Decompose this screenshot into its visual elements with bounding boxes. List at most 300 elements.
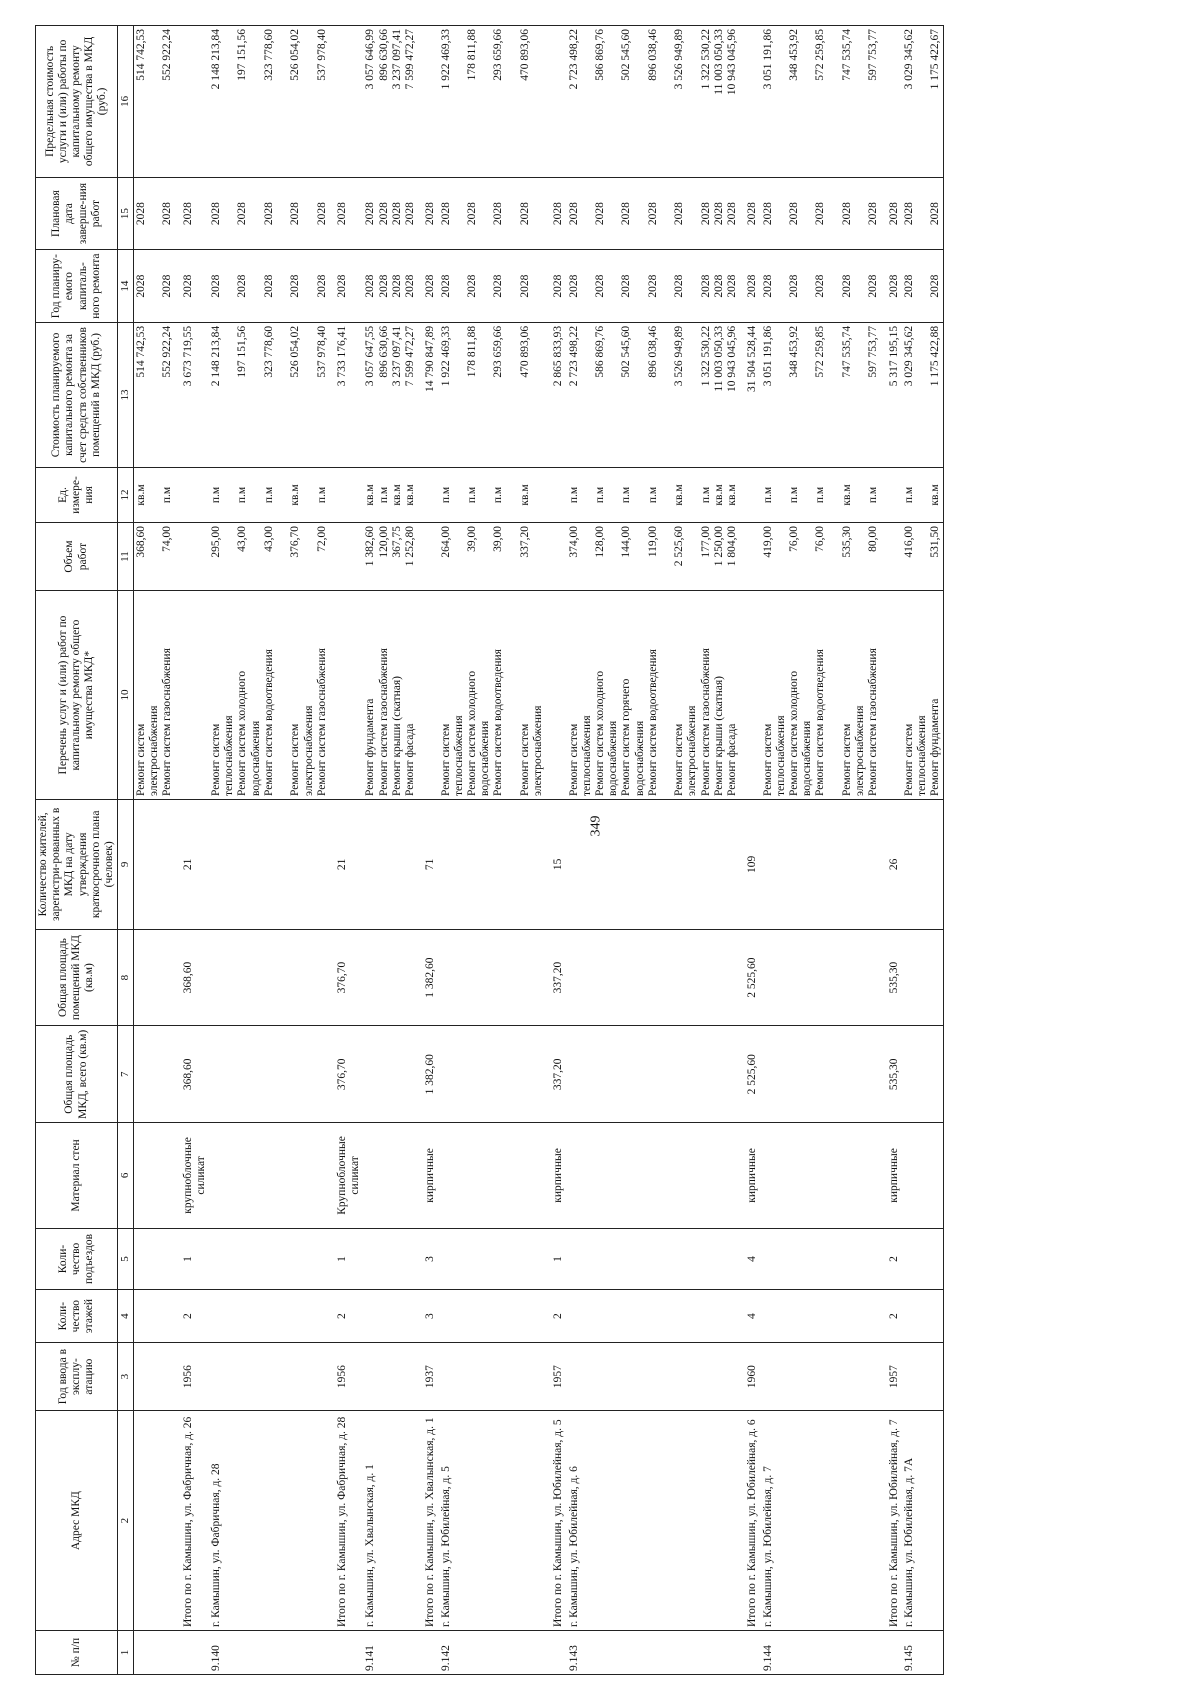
volume-line — [506, 526, 519, 587]
year-built — [902, 1343, 944, 1411]
entrances: 4 — [740, 1228, 760, 1290]
works-line: Ремонт систем холодного — [236, 670, 249, 796]
works-line: Ремонт систем — [567, 723, 580, 796]
residents — [439, 799, 547, 929]
residents — [133, 799, 175, 929]
completion-date-line: 2028 — [867, 202, 880, 226]
cost-limit-line: 2 723 498,22 — [567, 29, 580, 90]
floors — [363, 1290, 418, 1343]
repair-year-line: 2028 — [289, 274, 302, 298]
row-number — [882, 1631, 902, 1675]
volume-line: 2 525,60 — [673, 525, 686, 567]
volume-line: 374,00 — [567, 525, 580, 558]
column-header: Общая площадь МКД, всего (кв.м) — [36, 1026, 118, 1123]
cost-line — [634, 326, 647, 464]
cost-limit — [176, 26, 209, 178]
repair-year-line: 2028 — [712, 274, 725, 298]
unit-line: п.м — [210, 486, 223, 504]
works — [882, 591, 902, 800]
floors: 2 — [330, 1290, 363, 1343]
cost — [439, 322, 547, 467]
year-built — [567, 1343, 741, 1411]
year-built: 1956 — [330, 1343, 363, 1411]
unit-line — [801, 471, 814, 519]
repair-year — [740, 250, 760, 323]
completion-date-line — [607, 181, 620, 247]
repair-year-line: 2028 — [552, 274, 565, 298]
column-header: Материал стен — [36, 1123, 118, 1229]
address: г. Камышин, ул. Фабричная, д. 28 — [209, 1411, 330, 1631]
completion-date-line: 2028 — [887, 202, 900, 226]
unit-line: п.м — [262, 486, 275, 504]
volume-line — [581, 526, 594, 587]
completion-date-line: 2028 — [364, 202, 377, 226]
repair-year-line — [303, 253, 316, 319]
volume-line: 295,00 — [210, 525, 223, 558]
completion-date-line — [828, 181, 841, 247]
table-row — [133, 26, 175, 1675]
cost-line: 1 322 530,22 — [699, 325, 712, 387]
volume — [418, 522, 438, 590]
unit-line — [479, 471, 492, 519]
completion-date-line: 2028 — [567, 202, 580, 226]
unit-line — [686, 471, 699, 519]
cost-limit-line — [634, 29, 647, 174]
cost-line — [532, 326, 545, 464]
total-area — [567, 1026, 741, 1123]
cost-line: 14 790 847,89 — [424, 325, 437, 393]
volume-line — [250, 526, 263, 587]
completion-date-line: 2028 — [902, 202, 915, 226]
column-header: Предельная стоимость услуги и (или) работы по капитальному ремонту общего имущества в МКД (руб.) — [36, 26, 118, 178]
works-line: Ремонт систем газоснабжения — [867, 648, 880, 796]
entrances: 1 — [176, 1228, 209, 1290]
works-line: Ремонт систем газоснабжения — [315, 648, 328, 796]
cost-line: 3 673 719,55 — [181, 325, 194, 387]
cost-limit-line: 502 545,60 — [620, 29, 633, 81]
residents — [567, 799, 741, 929]
unit — [176, 468, 209, 523]
unit — [740, 468, 760, 523]
repair-year-line: 2028 — [593, 274, 606, 298]
unit-line: кв.м — [134, 484, 147, 506]
floors — [439, 1290, 547, 1343]
floors — [209, 1290, 330, 1343]
floors — [567, 1290, 741, 1343]
cost-limit — [418, 26, 438, 178]
volume-line: 264,00 — [439, 525, 452, 558]
column-header: Количество жителей, зарегистри-рованных в МКД на дату утверждения краткосрочного плана (человек) — [36, 799, 118, 929]
cost-limit-line: 323 778,60 — [262, 29, 275, 81]
completion-date — [133, 177, 175, 250]
premises-area — [567, 929, 741, 1026]
volume-line: 39,00 — [492, 525, 505, 552]
works — [761, 591, 882, 800]
cost-line — [854, 326, 867, 464]
cost — [418, 322, 438, 467]
unit-line: п.м — [492, 486, 505, 504]
total-area: 368,60 — [176, 1026, 209, 1123]
unit-line — [854, 471, 867, 519]
works — [439, 591, 547, 800]
volume — [439, 522, 547, 590]
volume-line: 74,00 — [161, 525, 174, 552]
volume-line — [634, 526, 647, 587]
repair-year-line: 2028 — [699, 274, 712, 298]
completion-date-line: 2028 — [673, 202, 686, 226]
repair-year-line: 2028 — [726, 274, 739, 298]
cost-limit-line: 7 599 472,27 — [404, 29, 417, 90]
cost-limit-line: 178 811,88 — [465, 29, 478, 81]
row-number — [740, 1631, 760, 1675]
residents: 21 — [176, 799, 209, 929]
premises-area — [133, 929, 175, 1026]
works-line: Ремонт фасада — [726, 723, 739, 796]
repair-year-line — [854, 253, 867, 319]
cost-line — [453, 326, 466, 464]
repair-year-line: 2028 — [161, 274, 174, 298]
cost — [882, 322, 902, 467]
cost-limit-line: 11 003 050,33 — [712, 29, 725, 95]
cost-limit — [209, 26, 330, 178]
unit-line: п.м — [867, 486, 880, 504]
volume-line: 535,30 — [840, 525, 853, 558]
floors: 2 — [176, 1290, 209, 1343]
floors — [761, 1290, 882, 1343]
completion-date-line — [223, 181, 236, 247]
address: г. Камышин, ул. Юбилейная, д. 7А — [902, 1411, 944, 1631]
volume-line: 416,00 — [902, 525, 915, 558]
completion-date-line: 2028 — [492, 202, 505, 226]
wall-material — [439, 1123, 547, 1229]
volume-line: 1 382,60 — [364, 525, 377, 567]
repair-year-line: 2028 — [465, 274, 478, 298]
column-header: Объем работ — [36, 522, 118, 590]
unit-line — [607, 471, 620, 519]
cost-line: 7 599 472,27 — [404, 325, 417, 387]
volume-line: 531,50 — [929, 525, 942, 558]
column-number: 10 — [118, 591, 134, 800]
premises-area: 376,70 — [330, 929, 363, 1026]
unit — [439, 468, 547, 523]
works-line: Ремонт систем — [761, 723, 774, 796]
premises-area — [439, 929, 547, 1026]
works — [567, 591, 741, 800]
unit — [567, 468, 741, 523]
total-area — [209, 1026, 330, 1123]
works-line: Ремонт систем газоснабжения — [377, 648, 390, 796]
row-number — [546, 1631, 566, 1675]
cost-limit-line: 537 978,40 — [315, 29, 328, 81]
unit-line — [250, 471, 263, 519]
repair-year-line: 2028 — [867, 274, 880, 298]
cost-line — [148, 326, 161, 464]
column-header: Год ввода в эксплу-атацию — [36, 1343, 118, 1411]
cost-limit-line: 896 630,66 — [377, 29, 390, 81]
works-line: Ремонт систем — [439, 723, 452, 796]
wall-material — [902, 1123, 944, 1229]
cost-limit-line — [479, 29, 492, 174]
cost-line: 470 893,06 — [518, 325, 531, 378]
works-line — [828, 594, 841, 796]
unit-line: п.м — [646, 486, 659, 504]
volume — [882, 522, 902, 590]
unit-line: п.м — [377, 486, 390, 504]
cost-limit-line: 348 453,92 — [788, 29, 801, 81]
volume-line: 119,00 — [646, 525, 659, 558]
cost-line: 747 535,74 — [840, 325, 853, 378]
cost-limit-line: 3 237 097,41 — [390, 29, 403, 90]
cost-line: 3 237 097,41 — [390, 325, 403, 387]
cost-limit-line: 197 151,56 — [236, 29, 249, 81]
completion-date — [176, 177, 209, 250]
works-line: Ремонт систем — [289, 723, 302, 796]
cost-line — [223, 326, 236, 464]
unit-line: кв.м — [518, 484, 531, 506]
table-row — [363, 26, 418, 1675]
repair-year-line: 2028 — [646, 274, 659, 298]
wall-material: кирпичные — [740, 1123, 760, 1229]
cost — [176, 322, 209, 467]
cost-line — [506, 326, 519, 464]
total-row — [176, 26, 209, 1675]
completion-date-line — [276, 181, 289, 247]
works-line: Ремонт систем водоотведения — [814, 649, 827, 796]
repair-year-line: 2028 — [424, 274, 437, 298]
volume-line: 72,00 — [315, 525, 328, 552]
works-line: теплоснабжения — [580, 715, 593, 796]
volume-line: 1 250,00 — [712, 525, 725, 567]
page-number: 349 — [588, 815, 604, 837]
residents: 21 — [330, 799, 363, 929]
cost-limit — [546, 26, 566, 178]
completion-date — [363, 177, 418, 250]
unit-line — [660, 471, 673, 519]
unit-line: п.м — [236, 486, 249, 504]
cost-limit-line: 526 054,02 — [289, 29, 302, 81]
cost-line — [607, 326, 620, 464]
cost-line: 1 922 469,33 — [439, 325, 452, 387]
volume-line: 1 804,00 — [726, 525, 739, 567]
repair-year — [176, 250, 209, 323]
column-header: Коли-чество этажей — [36, 1290, 118, 1343]
cost-line — [303, 326, 316, 464]
completion-date-line: 2028 — [518, 202, 531, 226]
repair-year-line: 2028 — [336, 274, 349, 298]
repair-year-line — [276, 253, 289, 319]
completion-date-line: 2028 — [552, 202, 565, 226]
cost-limit-line: 586 869,76 — [593, 29, 606, 81]
unit-line: п.м — [761, 486, 774, 504]
unit-line: кв.м — [726, 484, 739, 506]
repair-year-line: 2028 — [390, 274, 403, 298]
repair-year-line: 2028 — [236, 274, 249, 298]
repair-year-line — [148, 253, 161, 319]
cost-line: 293 659,66 — [492, 325, 505, 378]
cost-line: 514 742,53 — [134, 325, 147, 378]
cost-line — [686, 326, 699, 464]
volume-line — [276, 526, 289, 587]
cost-line: 896 630,66 — [377, 325, 390, 378]
year-built: 1957 — [546, 1343, 566, 1411]
cost-limit-line: 1 922 469,33 — [439, 29, 452, 90]
volume-line — [607, 526, 620, 587]
cost-limit-line — [250, 29, 263, 174]
volume-line: 43,00 — [236, 525, 249, 552]
table-row — [902, 26, 944, 1675]
cost-line — [916, 326, 929, 464]
address: Итого по г. Камышин, ул. Юбилейная, д. 7 — [882, 1411, 902, 1631]
cost-line: 10 943 045,96 — [726, 325, 739, 393]
entrances: 3 — [418, 1228, 438, 1290]
cost-limit-line — [303, 29, 316, 174]
cost-line: 2 148 213,84 — [210, 325, 223, 387]
cost — [546, 322, 566, 467]
cost-limit-line — [148, 29, 161, 174]
cost-line: 178 811,88 — [465, 325, 478, 378]
works-line — [506, 594, 519, 796]
total-area — [902, 1026, 944, 1123]
entrances — [902, 1228, 944, 1290]
year-built — [209, 1343, 330, 1411]
works-line: Ремонт систем газоснабжения — [699, 648, 712, 796]
repair-year-line — [506, 253, 519, 319]
volume-line — [479, 526, 492, 587]
column-header: Стоимость планируемого капитального ремонта за счет средств собственников помещений в МКД (руб.) — [36, 322, 118, 467]
column-header: Плановая дата заверше-ния работ — [36, 177, 118, 250]
repair-year-line: 2028 — [902, 274, 915, 298]
cost-limit-line: 597 753,77 — [867, 29, 880, 81]
volume — [740, 522, 760, 590]
volume-line: 80,00 — [867, 525, 880, 552]
entrances: 1 — [330, 1228, 363, 1290]
repair-year-line — [607, 253, 620, 319]
premises-area — [363, 929, 418, 1026]
unit-line: п.м — [439, 486, 452, 504]
row-number: 9.144 — [761, 1631, 882, 1675]
cost-limit-line — [775, 29, 788, 174]
completion-date — [330, 177, 363, 250]
completion-date — [439, 177, 547, 250]
year-built — [439, 1343, 547, 1411]
repair-year — [330, 250, 363, 323]
volume — [133, 522, 175, 590]
unit-line: п.м — [465, 486, 478, 504]
cost-line: 3 733 176,41 — [336, 325, 349, 387]
works-line — [276, 594, 289, 796]
works — [363, 591, 418, 800]
column-header: Ед. измере-ния — [36, 468, 118, 523]
repair-year-line: 2028 — [567, 274, 580, 298]
cost-line: 537 978,40 — [315, 325, 328, 378]
cost-line: 2 723 498,22 — [567, 325, 580, 387]
works-line — [660, 594, 673, 796]
wall-material: кирпичные — [546, 1123, 566, 1229]
total-area — [363, 1026, 418, 1123]
address — [133, 1411, 175, 1631]
completion-date-line — [148, 181, 161, 247]
unit-line: кв.м — [929, 484, 942, 506]
row-number: 9.143 — [567, 1631, 741, 1675]
completion-date-line: 2028 — [161, 202, 174, 226]
total-area: 337,20 — [546, 1026, 566, 1123]
works-line: электроснабжения — [532, 705, 545, 796]
unit-line: кв.м — [840, 484, 853, 506]
works-line: Ремонт систем горячего — [620, 678, 633, 796]
address: Итого по г. Камышин, ул. Хвалынская, д. 1 — [418, 1411, 438, 1631]
cost-limit-line: 896 038,46 — [646, 29, 659, 81]
completion-date-line: 2028 — [424, 202, 437, 226]
cost-limit-line — [223, 29, 236, 174]
completion-date — [418, 177, 438, 250]
unit-line: п.м — [620, 486, 633, 504]
completion-date-line: 2028 — [336, 202, 349, 226]
premises-area — [209, 929, 330, 1026]
entrances — [209, 1228, 330, 1290]
cost-line: 597 753,77 — [867, 325, 880, 378]
cost-limit-line: 2 148 213,84 — [210, 29, 223, 90]
completion-date-line: 2028 — [814, 202, 827, 226]
repair-year-line: 2028 — [262, 274, 275, 298]
volume — [330, 522, 363, 590]
cost-limit-line — [581, 29, 594, 174]
total-area: 376,70 — [330, 1026, 363, 1123]
cost-line: 197 151,56 — [236, 325, 249, 378]
cost-line: 586 869,76 — [593, 325, 606, 378]
cost-limit — [882, 26, 902, 178]
row-number: 9.145 — [902, 1631, 944, 1675]
row-number: 9.142 — [439, 1631, 547, 1675]
completion-date-line: 2028 — [746, 202, 759, 226]
volume-line — [303, 526, 316, 587]
volume-line — [148, 526, 161, 587]
column-header: Перечень услуг и (или) работ по капитальному ремонту общего имущества МКД* — [36, 591, 118, 800]
wall-material — [363, 1123, 418, 1229]
cost-line: 348 453,92 — [788, 325, 801, 378]
completion-date-line: 2028 — [210, 202, 223, 226]
volume-line — [660, 526, 673, 587]
header-row — [36, 26, 118, 1675]
table-row — [439, 26, 547, 1675]
cost-limit-line — [916, 29, 929, 174]
volume-line: 76,00 — [788, 525, 801, 552]
works-line: теплоснабжения — [223, 715, 236, 796]
repair-year-line: 2028 — [673, 274, 686, 298]
completion-date-line — [506, 181, 519, 247]
cost-limit — [439, 26, 547, 178]
cost — [567, 322, 741, 467]
completion-date — [761, 177, 882, 250]
works-line: Ремонт систем — [673, 723, 686, 796]
total-area: 535,30 — [882, 1026, 902, 1123]
floors: 3 — [418, 1290, 438, 1343]
cost-limit — [363, 26, 418, 178]
cost-line — [828, 326, 841, 464]
cost-limit-line: 572 259,85 — [814, 29, 827, 81]
completion-date-line — [250, 181, 263, 247]
works — [330, 591, 363, 800]
repair-year — [882, 250, 902, 323]
works-line: Ремонт фундамента — [364, 698, 377, 796]
works-line: Ремонт систем водоотведения — [492, 649, 505, 796]
volume-line: 76,00 — [814, 525, 827, 552]
residents: 15 — [546, 799, 566, 929]
completion-date-line — [801, 181, 814, 247]
volume-line: 39,00 — [465, 525, 478, 552]
repair-year-line: 2028 — [492, 274, 505, 298]
works — [209, 591, 330, 800]
unit-line: кв.м — [404, 484, 417, 506]
